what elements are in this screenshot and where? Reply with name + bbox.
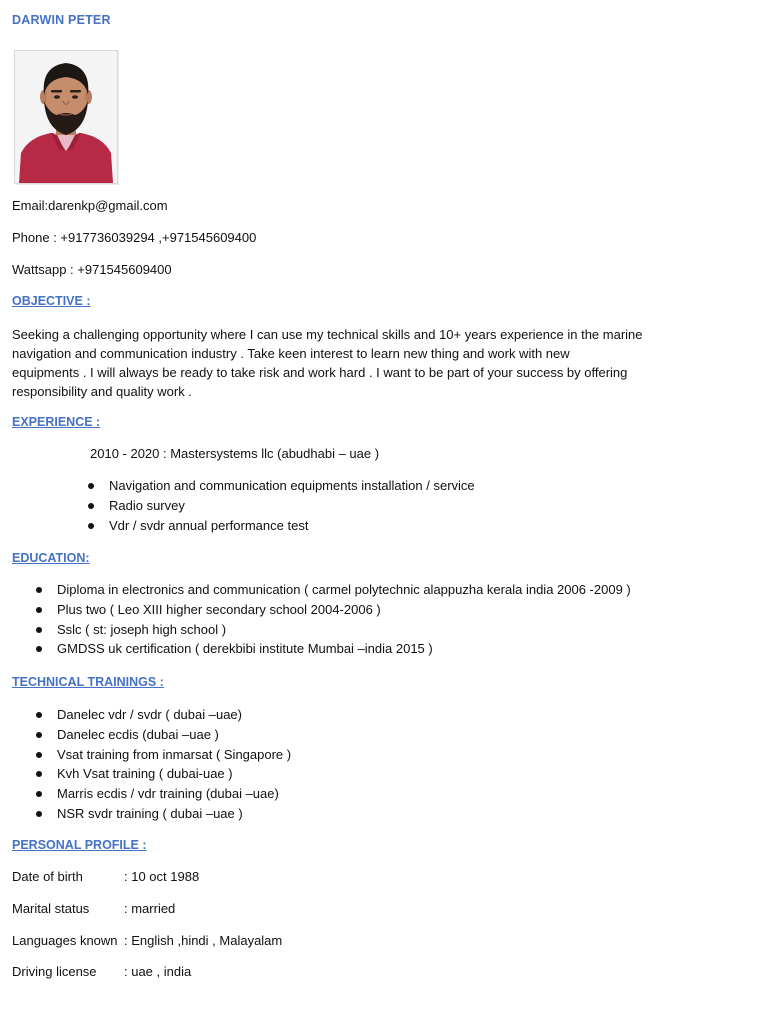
objective-line: equipments . I will always be ready to take risk and work hard . I want to be part of your success by offering: [12, 365, 628, 380]
experience-heading: EXPERIENCE :: [12, 415, 101, 429]
objective-line: navigation and communication industry . Take keen interest to learn new thing and work with new: [12, 346, 570, 361]
phone-line: Phone : +917736039294 ,+971545609400: [12, 230, 257, 245]
list-item: Vdr / svdr annual performance test: [109, 516, 475, 536]
list-item: Sslc ( st: joseph high school ): [57, 620, 631, 640]
list-item: GMDSS uk certification ( derekbibi institute Mumbai –india 2015 ): [57, 639, 631, 659]
profile-row-languages: [12, 933, 282, 949]
list-item: Vsat training from inmarsat ( Singapore ): [57, 745, 291, 765]
list-item: Danelec vdr / svdr ( dubai –uae): [57, 705, 291, 725]
list-item: NSR svdr training ( dubai –uae ): [57, 804, 291, 824]
objective-text: [12, 325, 692, 401]
profile-value: : 10 oct 1988: [124, 869, 200, 884]
profile-label: Date of birth: [12, 869, 83, 884]
profile-value: : married: [124, 901, 176, 916]
list-item: Danelec ecdis (dubai –uae ): [57, 725, 291, 745]
education-list: [57, 580, 631, 659]
objective-line: Seeking a challenging opportunity where I can use my technical skills and 10+ years experience in the marine: [12, 327, 643, 342]
profile-label: Marital status: [12, 901, 90, 916]
profile-value: : English ,hindi , Malayalam: [124, 933, 283, 948]
list-item: Marris ecdis / vdr training (dubai –uae): [57, 784, 291, 804]
profile-value: : uae , india: [124, 964, 192, 979]
education-heading: EDUCATION:: [12, 551, 90, 565]
whatsapp-line: Wattsapp : +971545609400: [12, 262, 172, 277]
list-item: Diploma in electronics and communication ( carmel polytechnic alappuzha kerala india 2006 -2009 ): [57, 580, 631, 600]
list-item: Kvh Vsat training ( dubai-uae ): [57, 764, 291, 784]
objective-line: responsibility and quality work .: [12, 384, 192, 399]
profile-photo: [14, 50, 118, 184]
list-item: Radio survey: [109, 496, 475, 516]
list-item: Navigation and communication equipments installation / service: [109, 476, 475, 496]
personal-profile-heading: PERSONAL PROFILE :: [12, 838, 147, 852]
profile-photo-illustration: [15, 51, 117, 183]
profile-row-driving-license: [12, 964, 191, 980]
profile-row-date-of-birth: [12, 869, 199, 885]
experience-list: [109, 476, 475, 535]
list-item: Plus two ( Leo XIII higher secondary school 2004-2006 ): [57, 600, 631, 620]
email-line: Email:darenkp@gmail.com: [12, 198, 168, 213]
trainings-list: [57, 705, 291, 824]
candidate-name: DARWIN PETER: [12, 13, 111, 27]
profile-row-marital-status: [12, 901, 175, 917]
objective-heading: OBJECTIVE :: [12, 294, 91, 308]
experience-period: 2010 - 2020 : Mastersystems llc (abudhabi – uae ): [90, 446, 380, 461]
profile-label: Languages known: [12, 933, 118, 948]
profile-label: Driving license: [12, 964, 97, 979]
trainings-heading: TECHNICAL TRAININGS :: [12, 675, 164, 689]
